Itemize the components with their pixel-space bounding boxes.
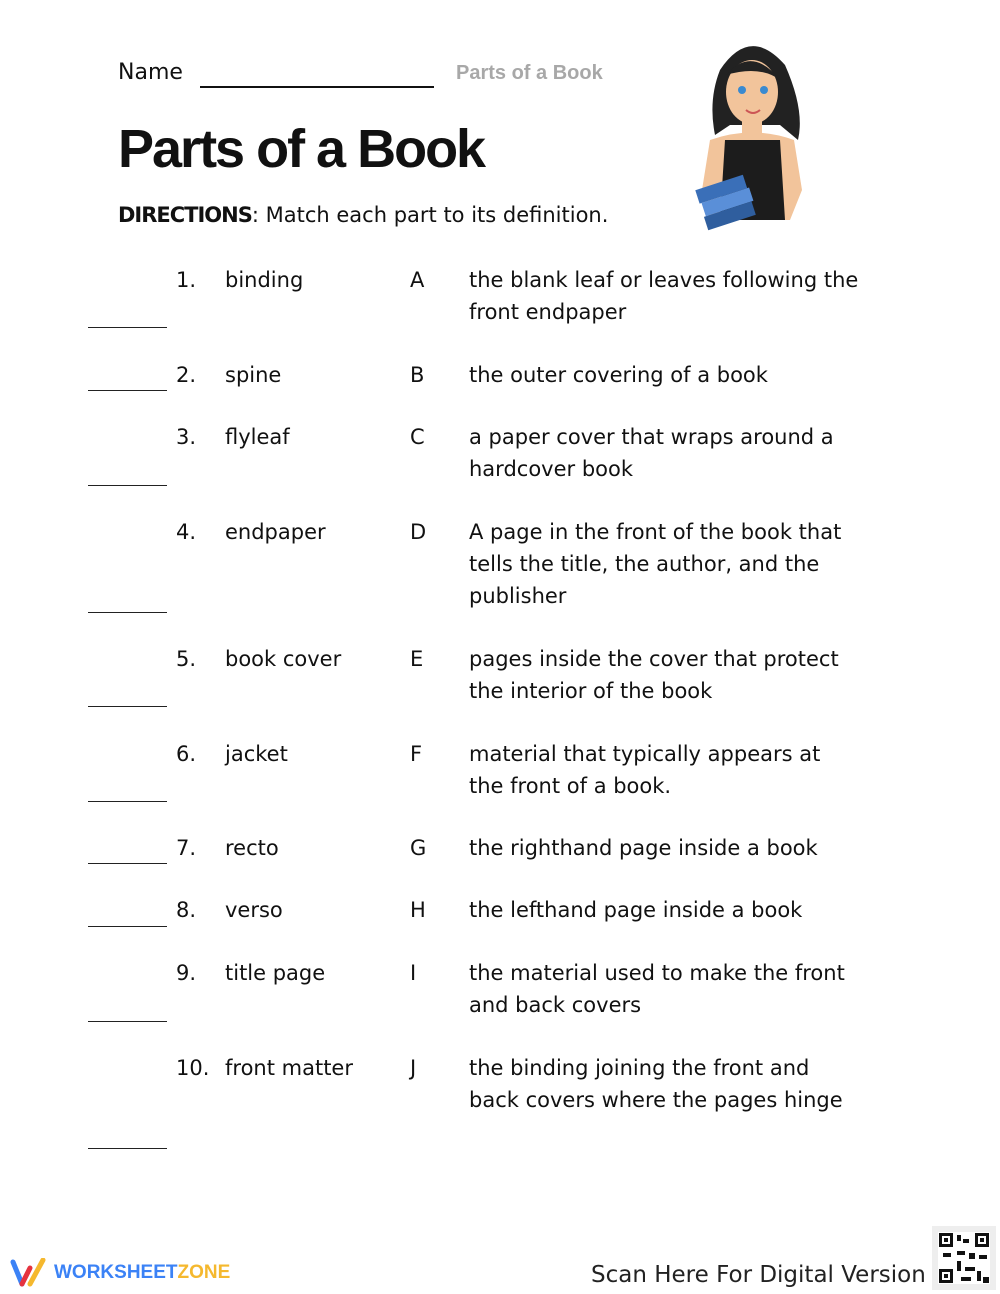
worksheetzone-logo-icon xyxy=(10,1258,48,1288)
answer-blank[interactable] xyxy=(88,926,167,927)
item-number: 2. xyxy=(176,363,197,387)
item-number: 7. xyxy=(176,836,197,860)
answer-blank[interactable] xyxy=(88,863,167,864)
definition-letter: G xyxy=(410,836,427,860)
item-number: 9. xyxy=(176,961,197,985)
term: recto xyxy=(225,836,279,860)
definition: pages inside the cover that protect the interior of the book xyxy=(469,647,839,703)
item-number: 6. xyxy=(176,742,197,766)
definition: the binding joining the front and back covers where the pages hinge xyxy=(469,1056,843,1112)
term: flyleaf xyxy=(225,425,290,449)
running-title: Parts of a Book xyxy=(456,62,603,84)
definition-letter: C xyxy=(410,425,425,449)
definition: the outer covering of a book xyxy=(469,363,768,387)
girl-with-books-illustration xyxy=(680,30,820,245)
term: book cover xyxy=(225,647,342,671)
worksheetzone-logo[interactable] xyxy=(10,1258,230,1288)
answer-blank[interactable] xyxy=(88,801,167,802)
answer-blank[interactable] xyxy=(88,327,167,328)
qr-code-icon[interactable] xyxy=(932,1226,996,1290)
brand-text-worksheet: WORKSHEET xyxy=(54,1262,178,1283)
definition-letter: B xyxy=(410,363,425,387)
definition-letter: A xyxy=(410,268,425,292)
answer-blank[interactable] xyxy=(88,706,167,707)
page-title: Parts of a Book xyxy=(118,119,485,179)
item-number: 1. xyxy=(176,268,197,292)
answer-blank[interactable] xyxy=(88,390,167,391)
definition: the lefthand page inside a book xyxy=(469,898,803,922)
term: spine xyxy=(225,363,282,387)
answer-blank[interactable] xyxy=(88,1021,167,1022)
answer-blank[interactable] xyxy=(88,1148,167,1149)
item-number: 4. xyxy=(176,520,197,544)
answer-blank[interactable] xyxy=(88,612,167,613)
definition-letter: H xyxy=(410,898,426,922)
definition-letter: F xyxy=(410,742,423,766)
brand-text-zone: ZONE xyxy=(177,1262,231,1283)
scan-text: Scan Here For Digital Version xyxy=(591,1262,926,1288)
definition: material that typically appears at the front of a book. xyxy=(469,742,821,798)
definition: a paper cover that wraps around a hardcover book xyxy=(469,425,834,481)
definition: the righthand page inside a book xyxy=(469,836,818,860)
definition-letter: J xyxy=(410,1056,417,1080)
definition: the blank leaf or leaves following the front endpaper xyxy=(469,268,859,324)
name-label: Name xyxy=(118,60,183,85)
directions-text: : Match each part to its definition. xyxy=(251,203,609,227)
definition-letter: D xyxy=(410,520,427,544)
directions xyxy=(118,203,608,227)
item-number: 3. xyxy=(176,425,197,449)
term: verso xyxy=(225,898,283,922)
term: title page xyxy=(225,961,326,985)
item-number: 5. xyxy=(176,647,197,671)
term: binding xyxy=(225,268,304,292)
answer-blank[interactable] xyxy=(88,485,167,486)
name-input-line[interactable] xyxy=(200,86,434,88)
definition-letter: I xyxy=(410,961,417,985)
term: endpaper xyxy=(225,520,326,544)
term: front matter xyxy=(225,1056,353,1080)
item-number: 8. xyxy=(176,898,197,922)
definition: the material used to make the front and back covers xyxy=(469,961,845,1017)
term: jacket xyxy=(225,742,288,766)
definition: A page in the front of the book that tells the title, the author, and the publisher xyxy=(469,520,842,608)
item-number: 10. xyxy=(176,1056,210,1080)
directions-label: DIRECTIONS xyxy=(118,203,252,227)
definition-letter: E xyxy=(410,647,424,671)
